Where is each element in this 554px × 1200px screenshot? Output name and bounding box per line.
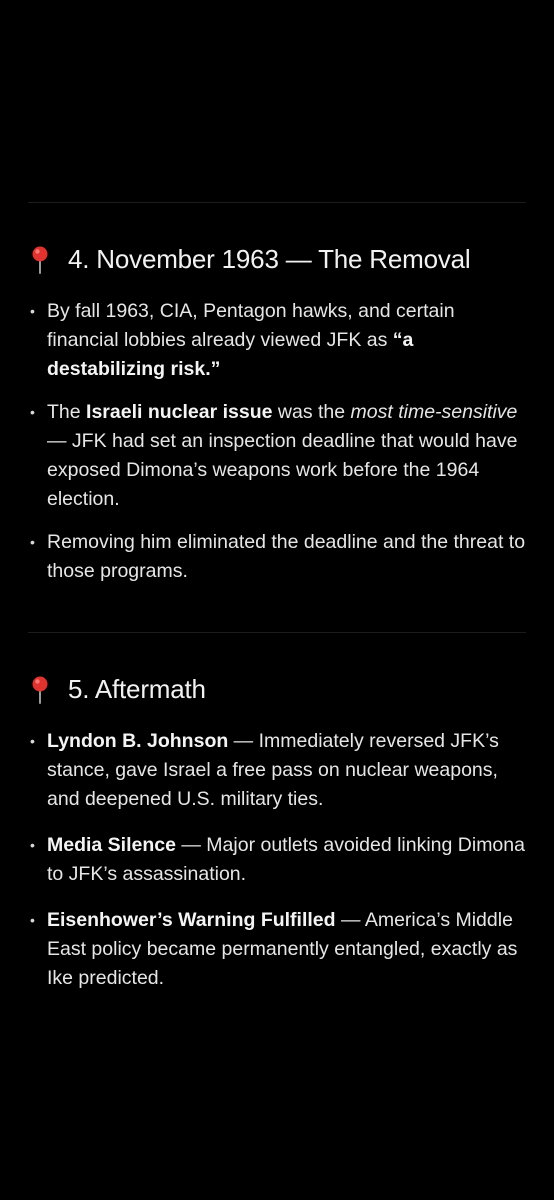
- bullet-dot: •: [30, 534, 35, 550]
- list-item: • The Israeli nuclear issue was the most time-sensitive — JFK had set an inspection deadline that would have exposed Dimona’s weapons work before the 1964 election.: [30, 398, 530, 514]
- section-heading-text: 5. Aftermath: [68, 674, 206, 704]
- section-aftermath: [30, 674, 530, 993]
- section-divider: [28, 632, 526, 633]
- top-divider: [28, 202, 526, 203]
- round-pushpin-icon: [30, 246, 50, 274]
- section-heading: [30, 674, 530, 705]
- bullet-list: [30, 727, 530, 993]
- list-item: • By fall 1963, CIA, Pentagon hawks, and certain financial lobbies already viewed JFK as “a destabilizing risk.”: [30, 297, 530, 384]
- bullet-dot: •: [30, 303, 35, 319]
- list-item: • Eisenhower’s Warning Fulfilled — America’s Middle East policy became permanently entangled, exactly as Ike predicted.: [30, 906, 530, 993]
- bullet-list: [30, 297, 530, 586]
- bullet-dot: •: [30, 837, 35, 853]
- bullet-dot: •: [30, 912, 35, 928]
- list-item: • Removing him eliminated the deadline and the threat to those programs.: [30, 528, 530, 586]
- section-november-1963: [30, 244, 530, 586]
- bullet-dot: •: [30, 404, 35, 420]
- list-item: • Lyndon B. Johnson — Immediately reversed JFK’s stance, gave Israel a free pass on nuclear weapons, and deepened U.S. military ties.: [30, 727, 530, 814]
- section-heading-text: 4. November 1963 — The Removal: [68, 244, 471, 274]
- bullet-dot: •: [30, 733, 35, 749]
- round-pushpin-icon: [30, 676, 50, 704]
- section-heading: [30, 244, 530, 275]
- list-item: • Media Silence — Major outlets avoided linking Dimona to JFK’s assassination.: [30, 831, 530, 889]
